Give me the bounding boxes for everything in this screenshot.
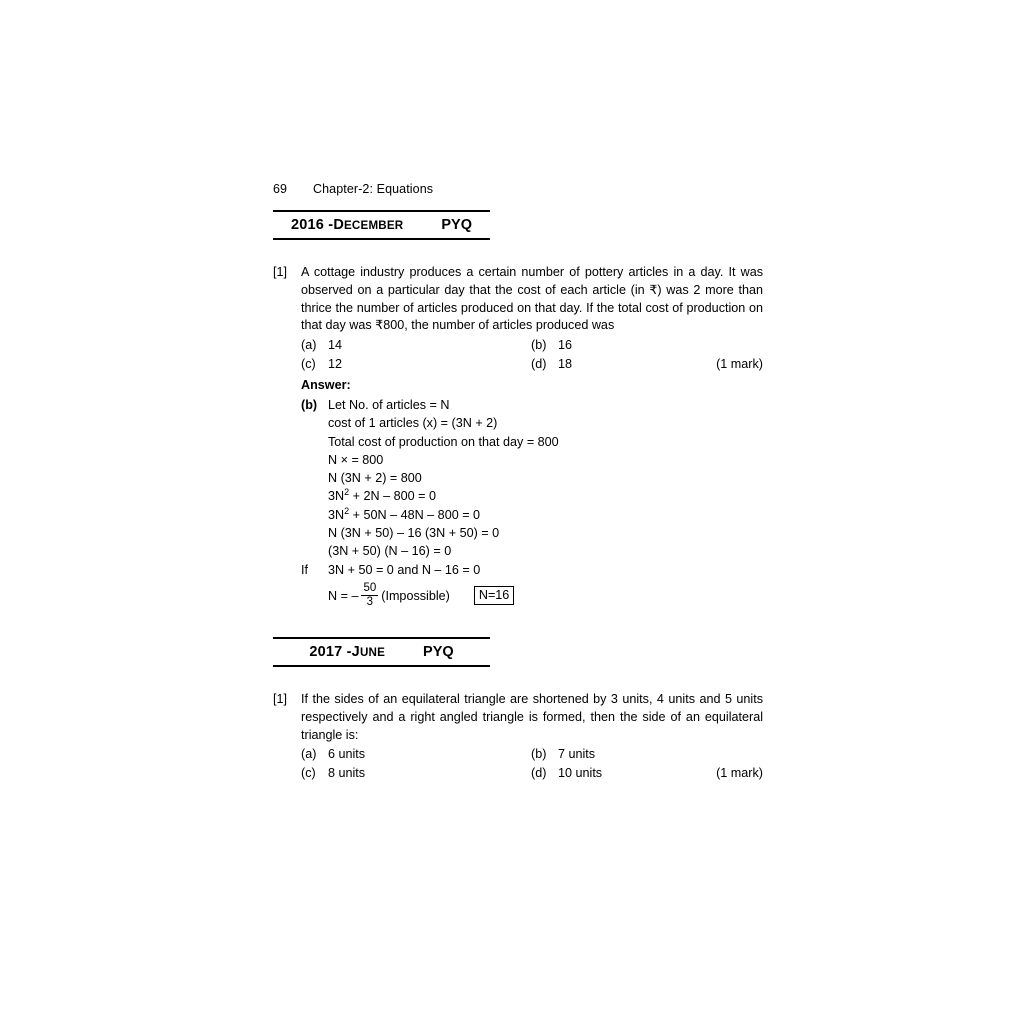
option-d-text: 10 units — [558, 765, 603, 780]
answer-label: Answer: — [301, 378, 351, 393]
page-number: 69 — [273, 182, 287, 196]
banner-month-initial: D — [333, 217, 344, 233]
marks-note: (1 mark) — [716, 765, 763, 780]
option-b-label: (b) — [531, 338, 547, 353]
question-line: produced was — [535, 318, 615, 333]
banner-year: 2016 - — [291, 217, 334, 233]
question-line: the total cost of production on that day was ₹800, the number of articles — [301, 300, 763, 333]
option-d-text: 18 — [558, 356, 573, 371]
option-c-text: 8 units — [328, 765, 366, 780]
option-c-label: (c) — [301, 765, 316, 780]
question-line: A cottage industry produces a certain number of pottery articles in a day. — [301, 265, 724, 279]
solution-line: N × = 800 — [328, 452, 384, 467]
section-banner-2016 — [273, 210, 490, 240]
option-row — [301, 355, 763, 374]
option-a-text: 14 — [328, 338, 343, 353]
question-text — [301, 264, 763, 335]
solution-line: cost of 1 articles (x) = (3N + 2) — [328, 416, 498, 431]
final-answer-line — [328, 583, 763, 609]
solution-row — [301, 396, 763, 414]
document-page — [273, 182, 763, 782]
question-block-2016 — [273, 264, 763, 609]
option-c-text: 12 — [328, 356, 343, 371]
banner-month — [352, 644, 385, 660]
fraction — [361, 583, 378, 609]
solution-line: Total cost of production on that day = 800 — [328, 434, 559, 449]
option-a-label: (a) — [301, 747, 317, 762]
if-tag: If — [301, 562, 308, 577]
option-row — [301, 745, 763, 764]
option-b-text: 7 units — [558, 747, 596, 762]
question-number: [1] — [273, 265, 288, 279]
fraction-numerator: 50 — [361, 583, 378, 597]
solution-line: $3N^2 + 50N - 48N - 800 = 0$ — [328, 505, 481, 522]
option-d-label: (d) — [531, 356, 547, 371]
if-condition: 3N + 50 = 0 and N – 16 = 0 — [328, 562, 481, 577]
banner-tag: PYQ — [441, 217, 472, 233]
option-d-label: (d) — [531, 765, 547, 780]
option-row — [301, 336, 763, 355]
boxed-answer: N=16 — [474, 586, 514, 605]
solution-line: Let No. of articles = N — [328, 397, 450, 412]
question-line: 5 units respectively and a right angled triangle is formed, then the side — [301, 691, 764, 724]
banner-month-initial: J — [351, 643, 360, 660]
question-number: [1] — [273, 691, 288, 706]
marks-note: (1 mark) — [716, 356, 763, 371]
banner-month — [333, 217, 403, 233]
option-c-label: (c) — [301, 356, 316, 371]
fraction-denominator: 3 — [366, 596, 374, 609]
solution-block — [301, 396, 763, 609]
exponent: 2 — [344, 505, 350, 516]
final-suffix: (Impossible) — [381, 588, 450, 603]
chapter-title: Chapter-2: Equations — [313, 182, 434, 196]
exponent: 2 — [344, 487, 350, 498]
option-row — [301, 764, 763, 783]
question-line: of an equilateral triangle is: — [301, 709, 764, 742]
question-line: If the sides of an equilateral triangle are shortened by 3 units, 4 units and — [301, 691, 721, 706]
question-line: It was observed on a particular day that the cost of each article (in ₹) — [301, 265, 764, 297]
solution-line: N (3N + 2) = 800 — [328, 471, 422, 486]
banner-month-rest: UNE — [359, 645, 386, 659]
banner-month-rest: ECEMBER — [344, 219, 404, 232]
solution-row-if — [301, 561, 763, 579]
question-block-2017 — [273, 691, 763, 782]
option-a-text: 6 units — [328, 747, 366, 762]
solution-line: (3N + 50) (N – 16) = 0 — [328, 544, 452, 559]
solution-line: N (3N + 50) – 16 (3N + 50) = 0 — [328, 526, 500, 541]
option-a-label: (a) — [301, 338, 317, 353]
section-banner-2017 — [273, 637, 490, 667]
banner-tag: PYQ — [423, 643, 454, 660]
question-text — [301, 691, 763, 744]
question-line: was 2 more than thrice the number of articles produced on that day. If — [301, 282, 763, 315]
answer-key: (b) — [301, 397, 318, 412]
banner-year: 2017 - — [309, 643, 352, 660]
option-b-label: (b) — [531, 747, 547, 762]
final-prefix: N = – — [328, 588, 359, 603]
running-head — [273, 182, 763, 196]
options-list — [273, 745, 763, 782]
option-b-text: 16 — [558, 338, 573, 353]
options-list — [273, 336, 763, 373]
solution-line: $3N^2 + 2N - 800 = 0$ — [328, 487, 436, 504]
